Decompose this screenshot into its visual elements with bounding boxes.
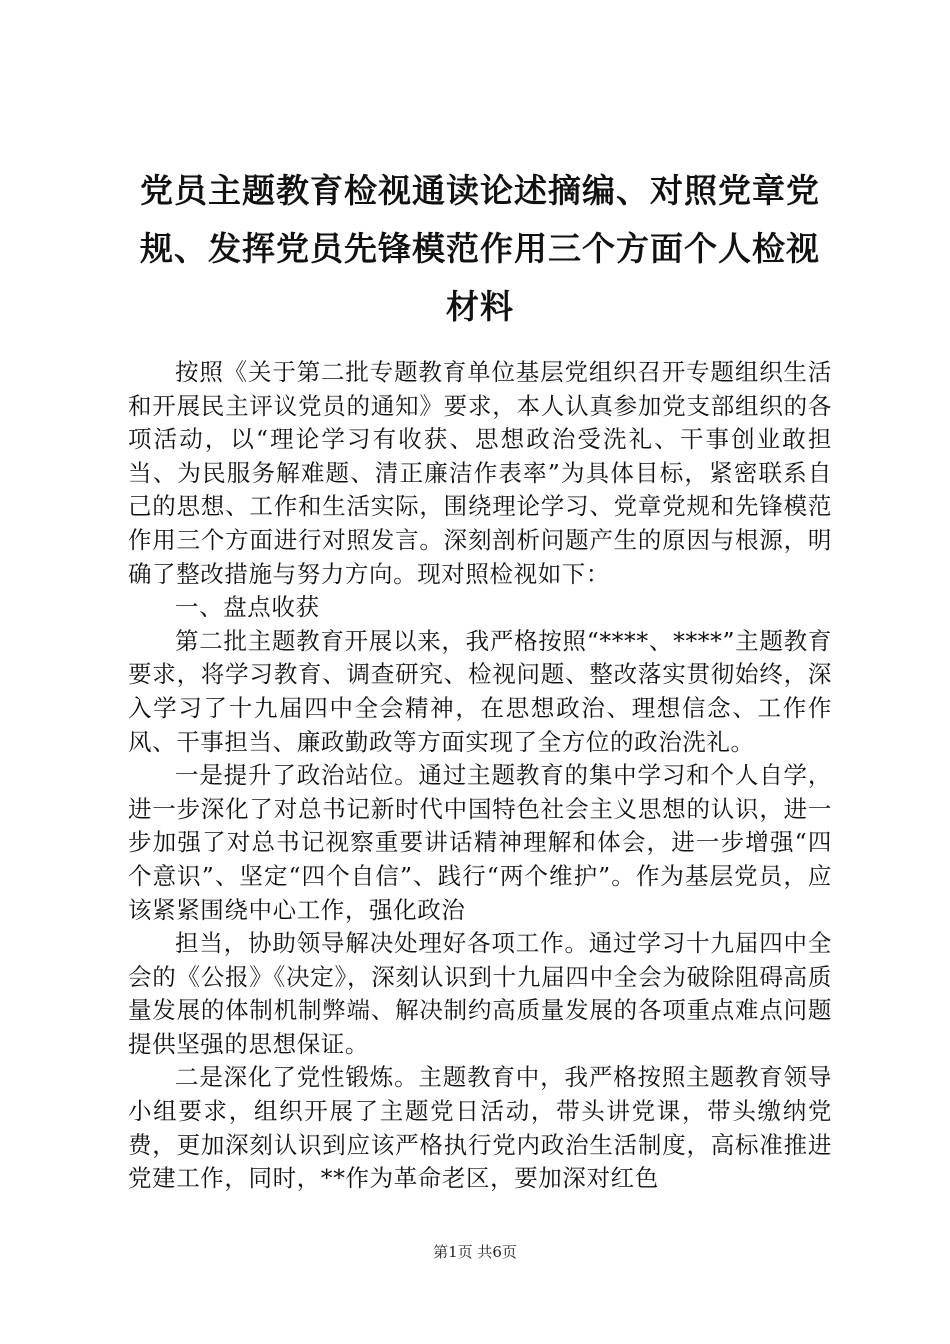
document-body bbox=[128, 356, 832, 1196]
paragraph-party-spirit: 二是深化了党性锻炼。主题教育中，我严格按照主题教育领导小组要求，组织开展了主题党日活动，带头讲党课，带头缴纳党费，更加深刻认识到应该严格执行党内政治生活制度，高标准推进党建工作，同时，**作为革命老区，要加深对红色 bbox=[128, 1063, 832, 1193]
section-heading-gains: 一、盘点收获 bbox=[175, 593, 320, 622]
paragraph-intro: 按照《关于第二批专题教育单位基层党组织召开专题组织生活和开展民主评议党员的通知》要求，本人认真参加党支部组织的各项活动，以“理论学习有收获、思想政治受洗礼、干事创业敢担当、为民服务解难题、清正廉洁作表率”为具体目标，紧密联系自己的思想、工作和生活实际，围绕理论学习、党章党规和先锋模范作用三个方面进行对照发言。深刻剖析问题产生的原因与根源，明确了整改措施与努力方向。现对照检视如下： bbox=[128, 358, 832, 588]
paragraph-political-stance-continued: 担当，协助领导解决处理好各项工作。通过学习十九届四中全会的《公报》《决定》，深刻认识到十九届四中全会为破除阻碍高质量发展的体制机制弊端、解决制约高质量发展的各项重点难点问题提供坚强的思想保证。 bbox=[128, 929, 832, 1058]
paragraph-political-stance: 一是提升了政治站位。通过主题教育的集中学习和个人自学，进一步深化了对总书记新时代中国特色社会主义思想的认识，进一步加强了对总书记视察重要讲话精神理解和体会，进一步增强“四个意识”、坚定“四个自信”、践行“两个维护”。作为基层党员，应该紧紧围绕中心工作，强化政治 bbox=[128, 761, 832, 924]
paragraph-gains-overview: 第二批主题教育开展以来，我严格按照“****、****”主题教育要求，将学习教育、调查研究、检视问题、整改落实贯彻始终，深入学习了十九届四中全会精神，在思想政治、理想信念、工作作风、干事担当、廉政勤政等方面实现了全方位的政治洗礼。 bbox=[128, 626, 832, 756]
document-title: 党员主题教育检视通读论述摘编、对照党章党规、发挥党员先锋模范作用三个方面个人检视材料 bbox=[140, 171, 820, 326]
page-number-footer: 第1页 共6页 bbox=[433, 1243, 517, 1261]
